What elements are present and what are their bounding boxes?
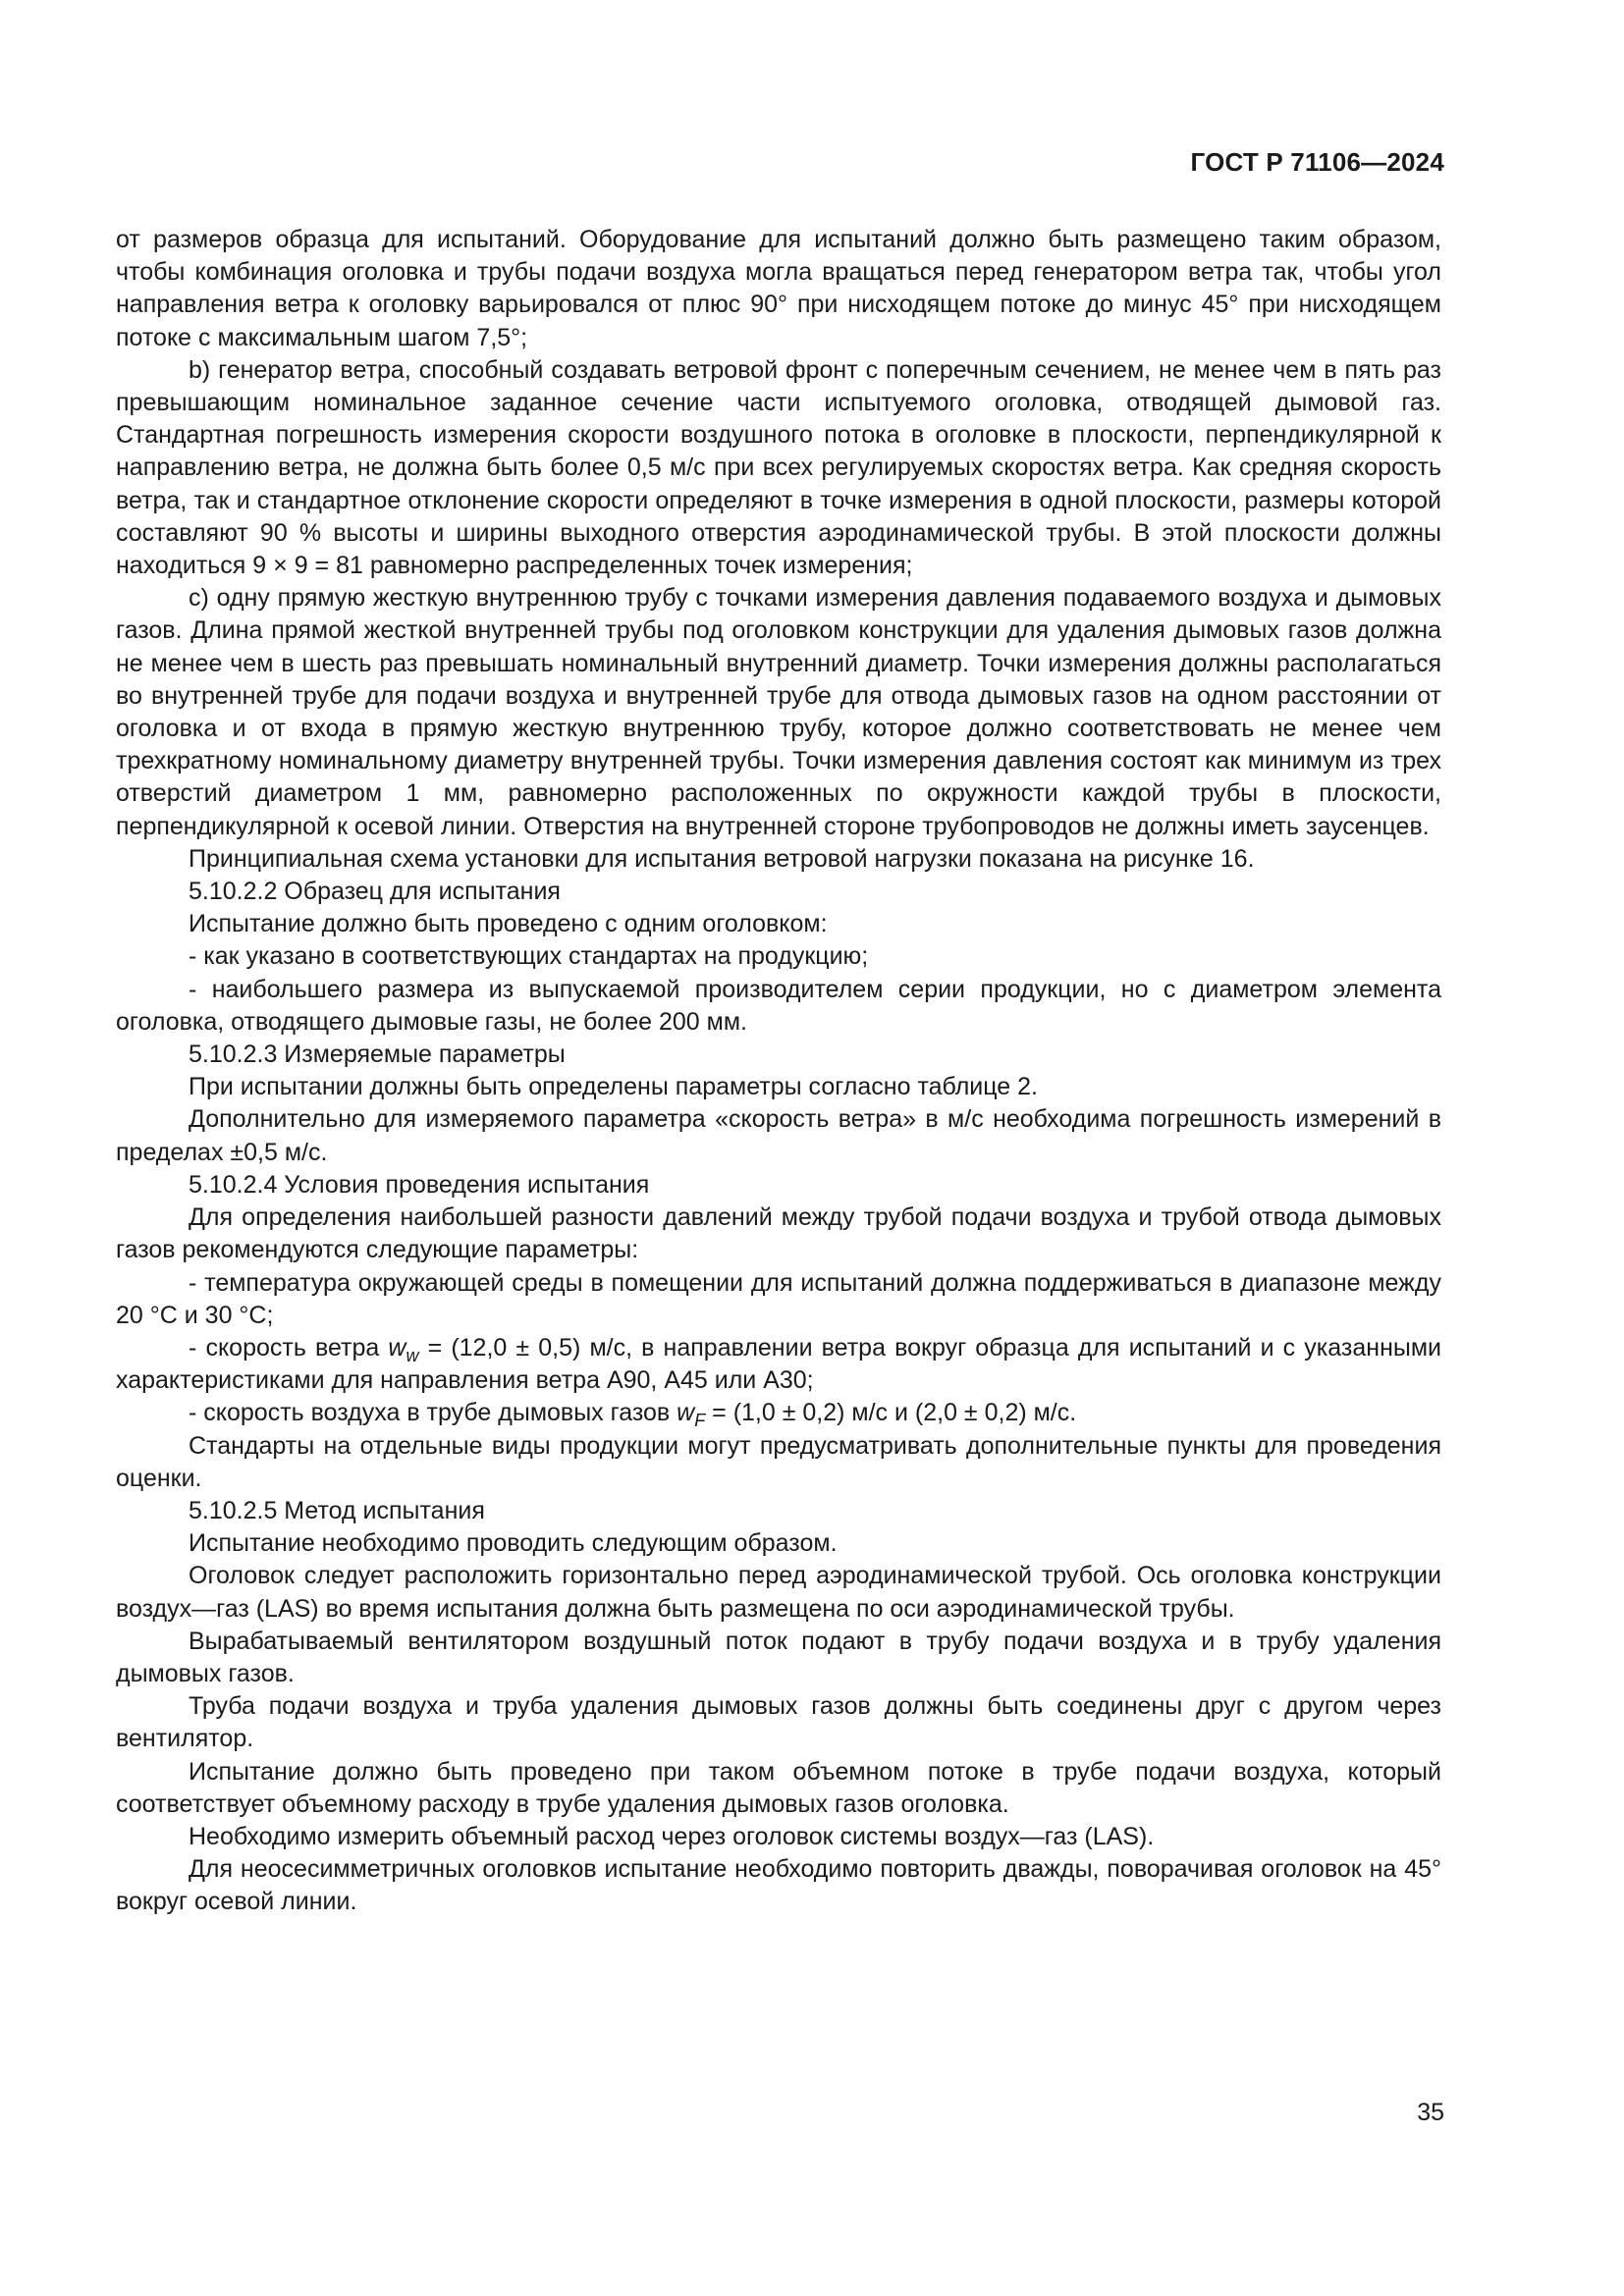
paragraph: Стандарты на отдельные виды продукции могут предусматривать дополнительные пункты для проведения оценки. xyxy=(116,1431,1441,1492)
text-fragment: = (1,0 ± 0,2) м/с и (2,0 ± 0,2) м/с. xyxy=(705,1399,1077,1427)
paragraph: Испытание должно быть проведено с одним оголовком: xyxy=(189,910,828,938)
list-item-c: c) одну прямую жесткую внутреннюю трубу с точками измерения давления подаваемого воздуха и дымовых газов. Длина прямой жесткой внутренней трубы под оголовком конструкции для удаления дымовых газов должна не менее чем в шесть раз превышать номинальный внутренний диаметр. Точки измерения должны располагаться во внутренней трубе для подачи воздуха и внутренней трубе для отвода дымовых газов на одном расстоянии от оголовка и от входа в прямую жесткую внутреннюю трубу, которое должно соответствовать не менее чем трехкратному номинальному диаметру внутренней трубы. Точки измерения давления состоят как минимум из трех отверстий диаметром 1 мм, равномерно расположенных по окружности каждой трубы в плоскости, перпендикулярной к осевой линии. Отверстия на внутренней стороне трубопроводов не должны иметь заусенцев. xyxy=(116,584,1441,840)
list-item-wind-speed xyxy=(116,1332,1441,1397)
paragraph: Вырабатываемый вентилятором воздушный поток подают в трубу подачи воздуха и в трубу удаления дымовых газов. xyxy=(116,1627,1441,1687)
list-item: - как указано в соответствующих стандартах на продукцию; xyxy=(189,942,869,971)
symbol-subscript: F xyxy=(694,1411,706,1431)
paragraph: Для неосесимметричных оголовков испытание необходимо повторить дважды, поворачивая оголовок на 45° вокруг осевой линии. xyxy=(116,1855,1441,1916)
list-item: - наибольшего размера из выпускаемой производителем серии продукции, но с диаметром элемента оголовка, отводящего дымовые газы, не более 200 мм. xyxy=(116,975,1441,1036)
paragraph: Для определения наибольшей разности давлений между трубой подачи воздуха и трубой отвода дымовых газов рекомендуются следующие параметры: xyxy=(116,1203,1441,1264)
paragraph: от размеров образца для испытаний. Оборудование для испытаний должно быть размещено таким образом, чтобы комбинация оголовка и трубы подачи воздуха могла вращаться перед генератором ветра так, чтобы угол направления ветра к оголовку варьировался от плюс 90° при нисходящем потоке до минус 45° при нисходящем потоке с максимальным шагом 7,5°; xyxy=(116,226,1441,351)
page-number: 35 xyxy=(1417,2099,1444,2126)
paragraph: Испытание необходимо проводить следующим образом. xyxy=(189,1529,838,1558)
paragraph: Труба подачи воздуха и труба удаления дымовых газов должны быть соединены друг с другом через вентилятор. xyxy=(116,1692,1441,1753)
section-heading: 5.10.2.2 Образец для испытания xyxy=(189,878,561,906)
list-item-b: b) генератор ветра, способный создавать ветровой фронт с поперечным сечением, не менее чем в пять раз превышающим номинальное заданное сечение части испытуемого оголовка, отводящей дымовой газ. Стандартная погрешность измерения скорости воздушного потока в оголовке в плоскости, перпендикулярной к направлению ветра, не должна быть более 0,5 м/с при всех регулируемых скоростях ветра. Как средняя скорость ветра, так и стандартное отклонение скорости определяют в точке измерения в одной плоскости, размеры которой составляют 90 % высоты и ширины выходного отверстия аэродинамической трубы. В этой плоскости должны находиться 9 × 9 = 81 равномерно распределенных точек измерения; xyxy=(116,355,1441,580)
paragraph: Дополнительно для измеряемого параметра «скорость ветра» в м/с необходима погрешность измерений в пределах ±0,5 м/с. xyxy=(116,1105,1441,1166)
text-fragment: - скорость ветра xyxy=(189,1333,389,1362)
section-heading: 5.10.2.3 Измеряемые параметры xyxy=(189,1041,566,1069)
paragraph: При испытании должны быть определены параметры согласно таблице 2. xyxy=(189,1073,1039,1101)
document-header: ГОСТ Р 71106—2024 xyxy=(1190,147,1444,177)
section-heading: 5.10.2.4 Условия проведения испытания xyxy=(189,1170,650,1199)
list-item: - температура окружающей среды в помещении для испытаний должна поддерживаться в диапазоне между 20 °С и 30 °С; xyxy=(116,1268,1441,1329)
symbol-subscript: w xyxy=(406,1345,419,1365)
paragraph: Необходимо измерить объемный расход через оголовок системы воздух—газ (LAS). xyxy=(189,1822,1155,1850)
symbol-w: w xyxy=(388,1333,406,1362)
symbol-w: w xyxy=(677,1399,695,1427)
paragraph: Оголовок следует расположить горизонтально перед аэродинамической трубой. Ось оголовка конструкции воздух—газ (LAS) во время испытания должна быть размещена по оси аэродинамической трубы. xyxy=(116,1562,1441,1623)
paragraph: Принципиальная схема установки для испытания ветровой нагрузки показана на рисунке 16. xyxy=(189,844,1255,873)
text-fragment: - скорость воздуха в трубе дымовых газов xyxy=(189,1399,677,1427)
text-fragment: = (12,0 ± 0,5) м/с, в направлении ветра вокруг образца для испытаний и с указанными характеристиками для направления ветра А90, А45 или А30; xyxy=(116,1333,1441,1395)
body-text xyxy=(116,224,1441,1919)
paragraph: Испытание должно быть проведено при таком объемном потоке в трубе подачи воздуха, который соответствует объемному расходу в трубе удаления дымовых газов оголовка. xyxy=(116,1757,1441,1818)
section-heading: 5.10.2.5 Метод испытания xyxy=(189,1496,485,1524)
list-item-air-speed xyxy=(116,1397,1441,1429)
